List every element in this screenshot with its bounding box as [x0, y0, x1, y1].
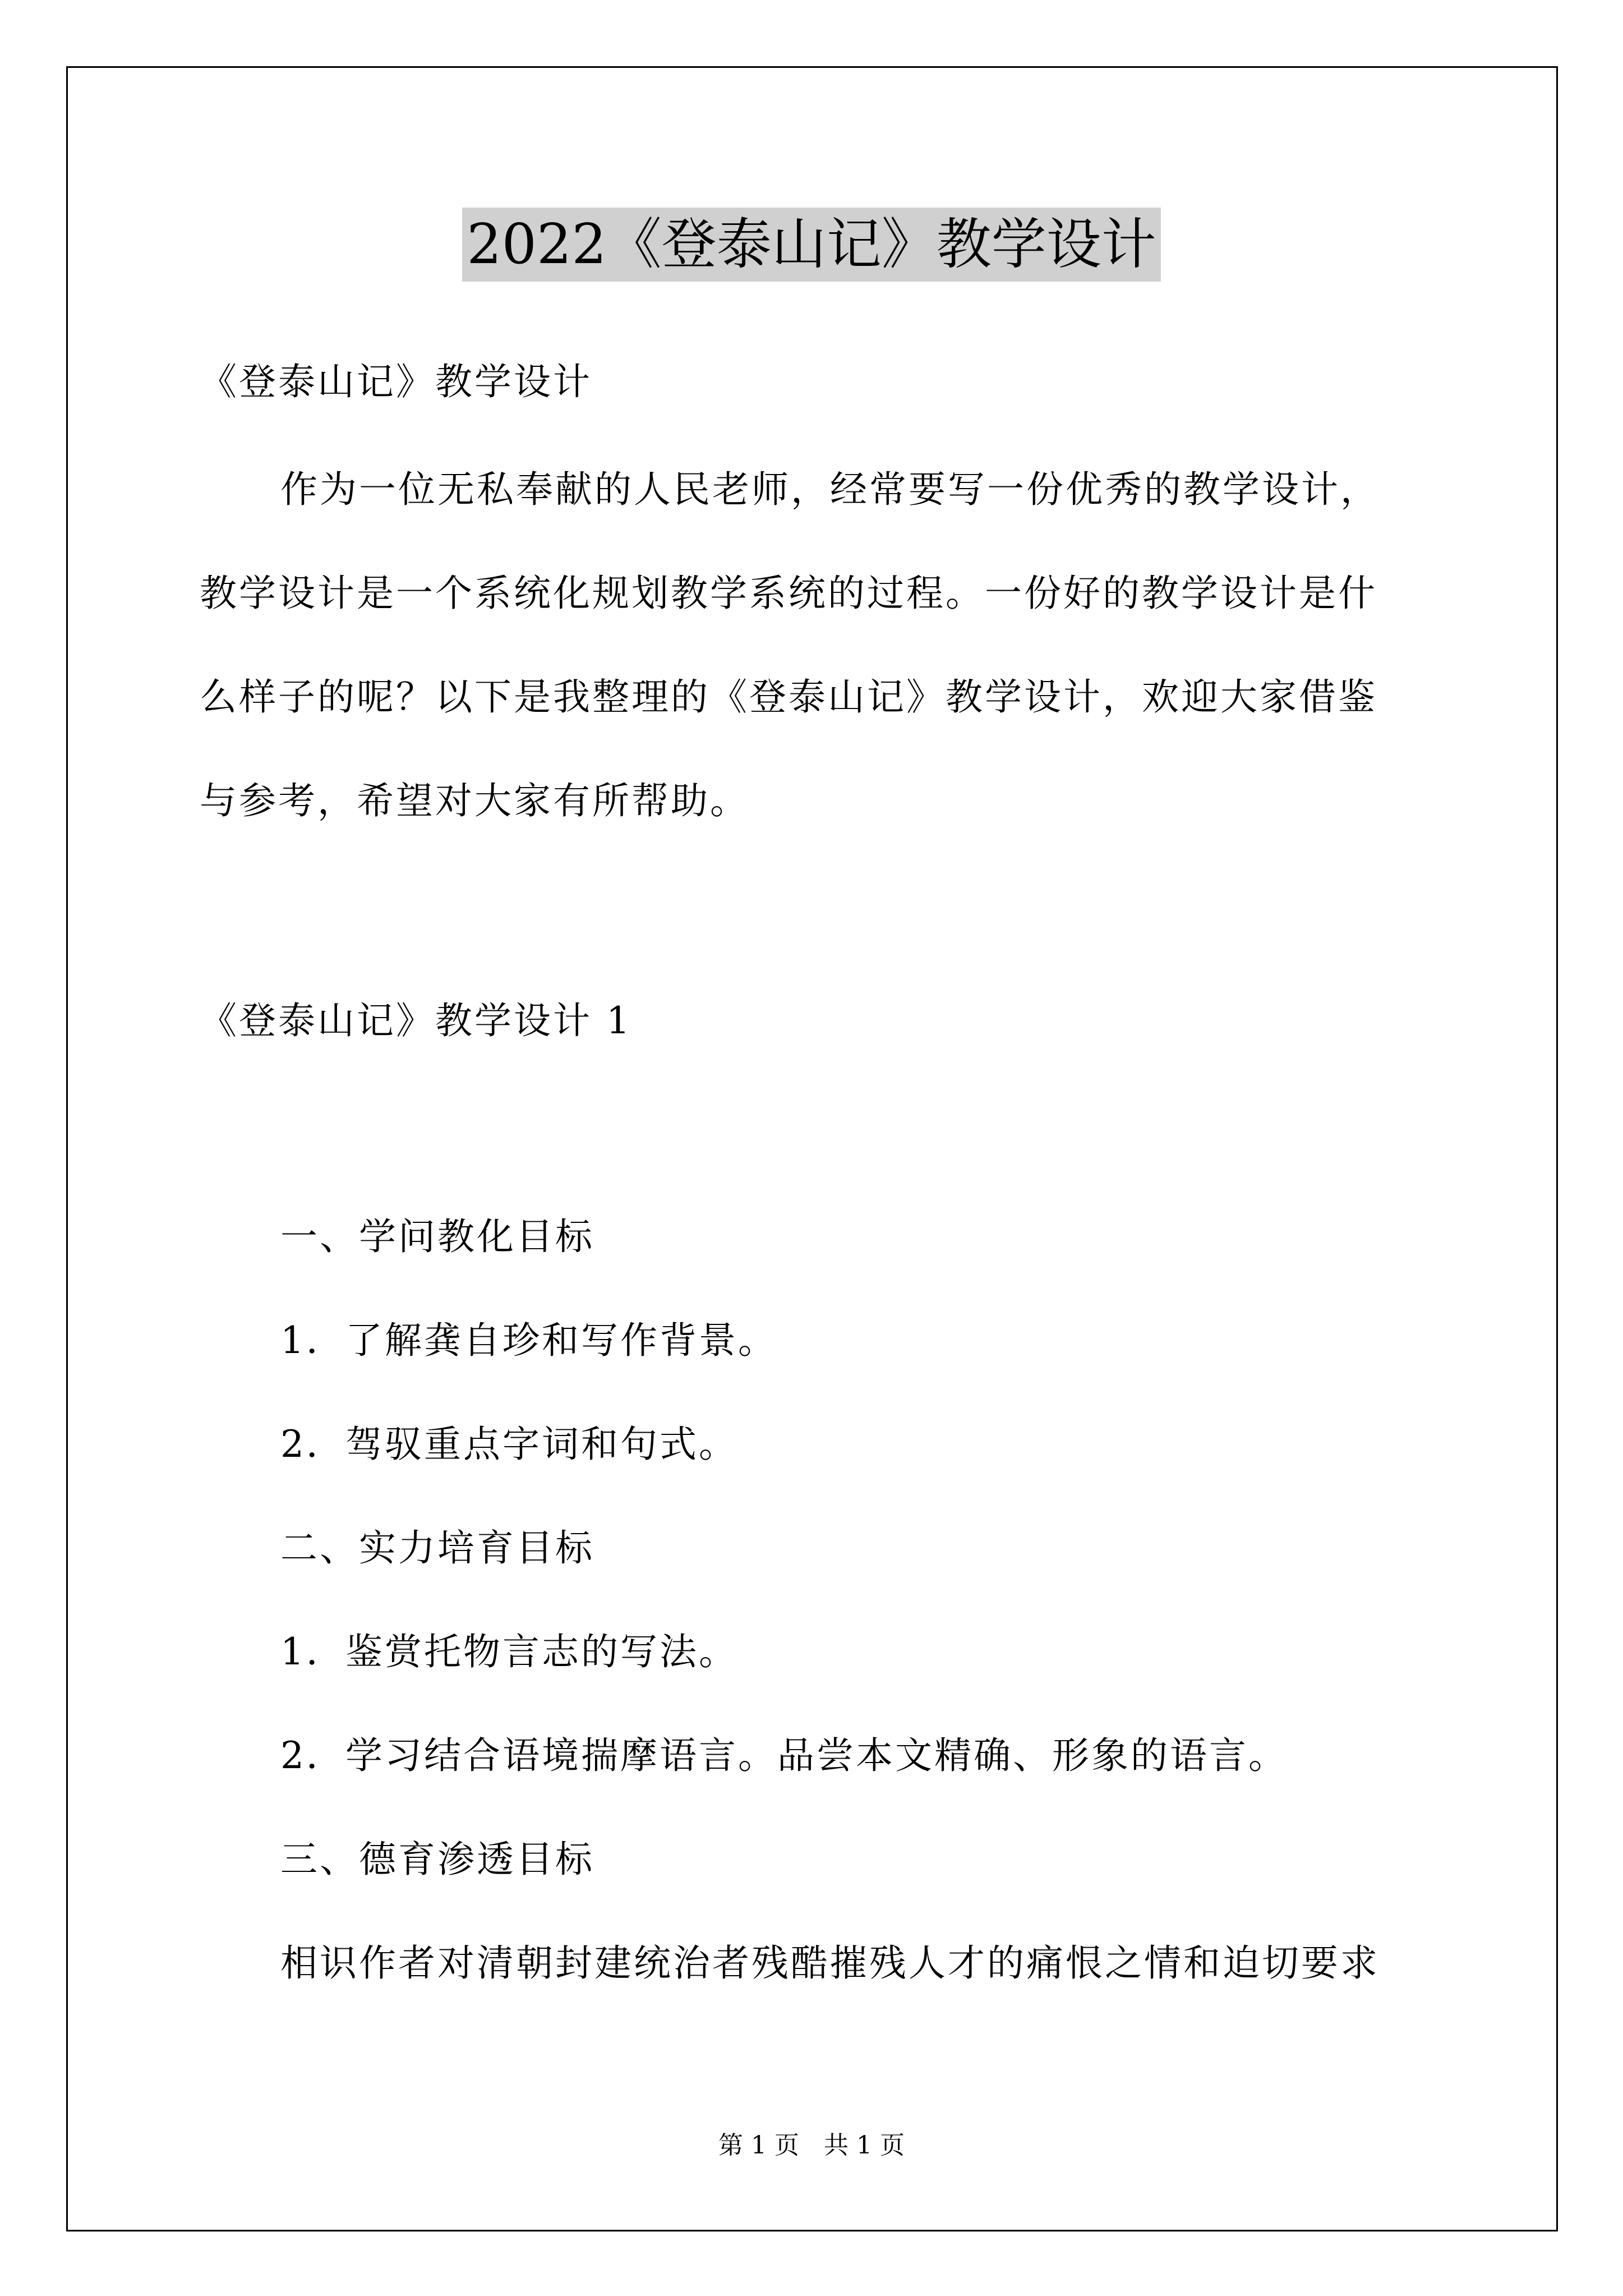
body-line-7: 三、德育渗透目标 — [280, 1838, 594, 1881]
intro-line-1: 作为一位无私奉献的人民老师，经常要写一份优秀的教学设计， — [280, 468, 1380, 511]
body-line-6: 2．学习结合语境揣摩语言。品尝本文精确、形象的语言。 — [280, 1734, 1288, 1777]
title-container — [0, 208, 1623, 282]
subtitle: 《登泰山记》教学设计 — [200, 360, 592, 403]
document-title: 2022《登泰山记》教学设计 — [462, 208, 1160, 282]
page-footer: 第 1 页 共 1 页 — [718, 2131, 905, 2160]
body-line-3: 2．驾驭重点字词和句式。 — [280, 1423, 738, 1466]
intro-line-4: 与参考，希望对大家有所帮助。 — [200, 779, 749, 822]
section-heading: 《登泰山记》教学设计 1 — [200, 999, 632, 1042]
body-line-1: 一、学问教化目标 — [280, 1215, 594, 1258]
body-line-2: 1．了解龚自珍和写作背景。 — [280, 1319, 777, 1362]
body-line-5: 1．鉴赏托物言志的写法。 — [280, 1630, 738, 1673]
intro-line-3: 么样子的呢？以下是我整理的《登泰山记》教学设计，欢迎大家借鉴 — [200, 675, 1377, 719]
body-line-4: 二、实力培育目标 — [280, 1526, 594, 1570]
intro-line-2: 教学设计是一个系统化规划教学系统的过程。一份好的教学设计是什 — [200, 572, 1377, 615]
body-line-8: 相识作者对清朝封建统治者残酷摧残人才的痛恨之情和迫切要求 — [280, 1941, 1380, 1985]
